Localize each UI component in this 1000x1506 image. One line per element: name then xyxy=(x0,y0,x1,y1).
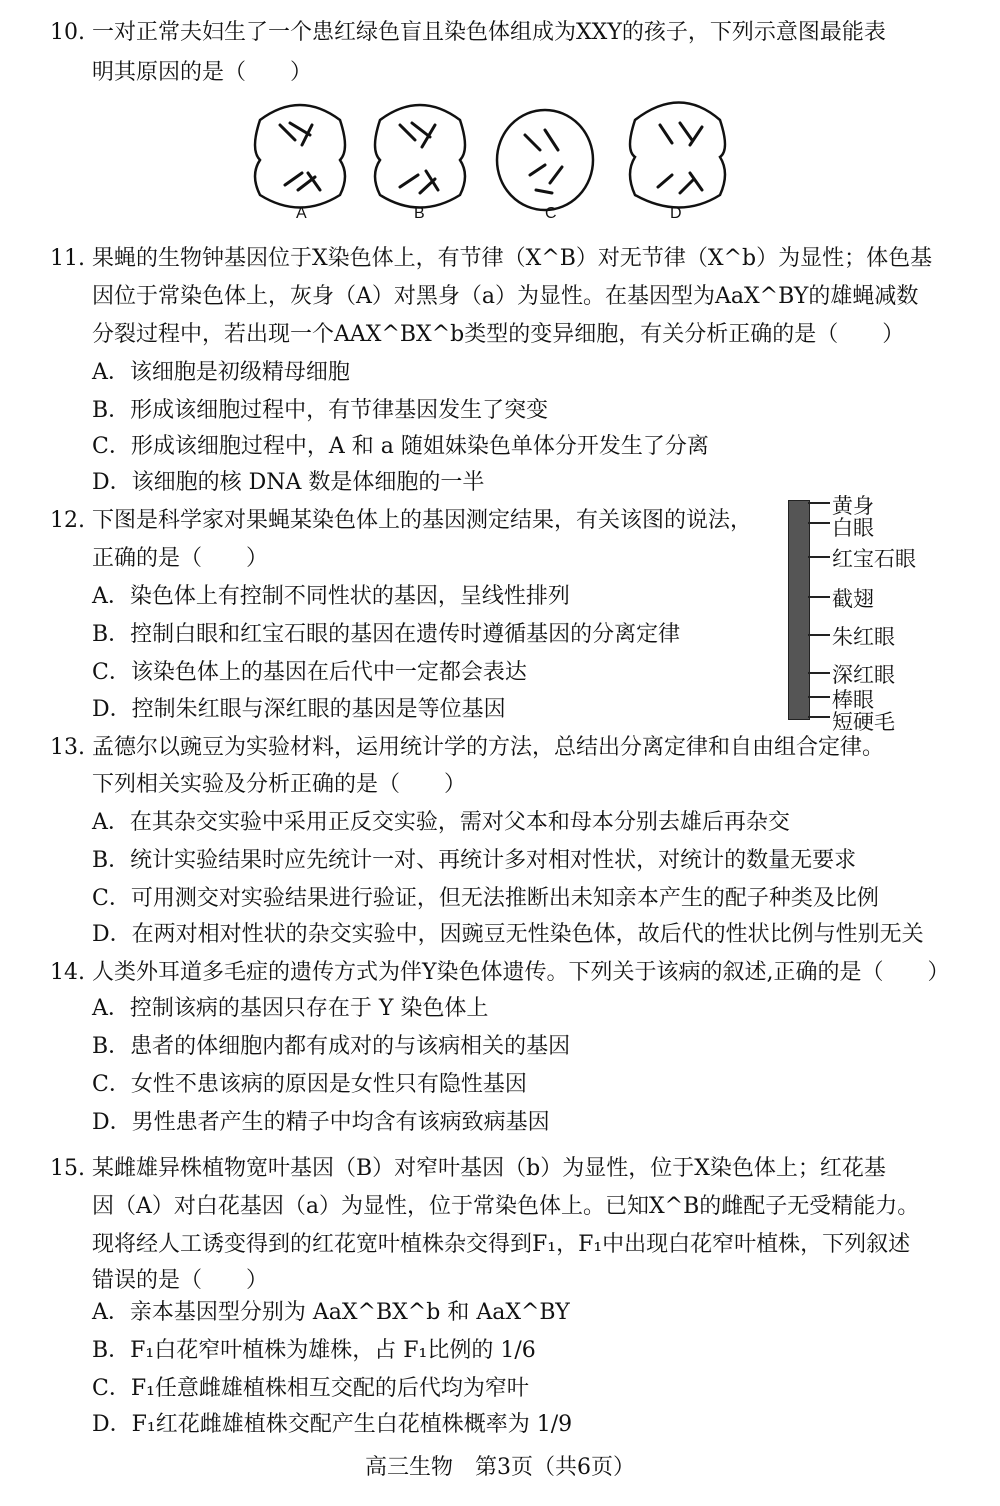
q14-option-a: A．控制该病的基因只存在于 Y 染色体上 xyxy=(92,996,489,1021)
gene-tick xyxy=(808,522,830,524)
gene-tick xyxy=(808,502,830,504)
q15-option-d: D．F₁红花雌雄植株交配产生白花植株概率为 1/9 xyxy=(92,1412,573,1437)
q13-option-b: B．统计实验结果时应先统计一对、再统计多对相对性状，对统计的数量无要求 xyxy=(92,848,857,873)
q14-option-b: B．患者的体细胞内都有成对的与该病相关的基因 xyxy=(92,1034,571,1059)
q15-stem-line3: 现将经人工诱变得到的红花宽叶植株杂交得到F₁，F₁中出现白花窄叶植株，下列叙述 xyxy=(92,1232,911,1257)
gene-label: 朱红眼 xyxy=(832,625,895,649)
q13-number: 13. xyxy=(50,735,85,760)
gene-label: 棒眼 xyxy=(832,688,874,712)
q15-stem-line1: 某雌雄异株植物宽叶基因（B）对窄叶基因（b）为显性，位于X染色体上；红花基 xyxy=(92,1156,886,1181)
q14-option-c: C．女性不患该病的原因是女性只有隐性基因 xyxy=(92,1072,527,1097)
gene-tick xyxy=(808,696,830,698)
q15-option-a: A．亲本基因型分别为 AaX^BX^b 和 AaX^BY xyxy=(92,1300,570,1325)
cell-a xyxy=(255,105,345,208)
q10-stem-line2: 明其原因的是（ ） xyxy=(92,60,313,85)
q11-option-c: C．形成该细胞过程中，A 和 a 随姐妹染色单体分开发生了分离 xyxy=(92,434,709,459)
q12-option-d: D．控制朱红眼与深红眼的基因是等位基因 xyxy=(92,697,506,722)
q14-stem-line1: 人类外耳道多毛症的遗传方式为伴Y染色体遗传。下列关于该病的叙述,正确的是（ ） xyxy=(92,960,950,985)
q11-option-b: B．形成该细胞过程中，有节律基因发生了突变 xyxy=(92,398,549,423)
cell-diagrams xyxy=(240,95,740,225)
cell-label-a: A xyxy=(296,205,307,222)
q12-option-a: A．染色体上有控制不同性状的基因，呈线性排列 xyxy=(92,584,570,609)
cell-c xyxy=(497,110,593,210)
q11-stem-line1: 果蝇的生物钟基因位于X染色体上，有节律（X^B）对无节律（X^b）为显性；体色基 xyxy=(92,246,933,271)
cell-label-d: D xyxy=(670,205,682,222)
gene-label: 白眼 xyxy=(832,516,874,540)
page-footer: 高三生物 第3页（共6页） xyxy=(365,1455,635,1480)
cell-d xyxy=(630,103,725,208)
q11-stem-line2: 因位于常染色体上，灰身（A）对黑身（a）为显性。在基因型为AaX^BY的雄蝇减数 xyxy=(92,284,919,309)
q11-option-a: A．该细胞是初级精母细胞 xyxy=(92,360,350,385)
q15-number: 15. xyxy=(50,1156,85,1181)
q13-stem-line1: 孟德尔以豌豆为实验材料，运用统计学的方法，总结出分离定律和自由组合定律。 xyxy=(92,735,885,760)
cell-label-b: B xyxy=(414,205,425,222)
gene-label: 截翅 xyxy=(832,587,874,611)
cell-label-c: C xyxy=(545,205,557,222)
q10-number: 10. xyxy=(50,20,85,45)
q15-option-c: C．F₁任意雌雄植株相互交配的后代均为窄叶 xyxy=(92,1376,529,1401)
q15-option-b: B．F₁白花窄叶植株为雄株，占 F₁比例的 1/6 xyxy=(92,1338,536,1363)
gene-tick xyxy=(808,634,830,636)
q13-option-c: C．可用测交对实验结果进行验证，但无法推断出未知亲本产生的配子种类及比例 xyxy=(92,886,879,911)
gene-tick xyxy=(808,672,830,674)
q13-option-a: A．在其杂交实验中采用正反交实验，需对父本和母本分别去雄后再杂交 xyxy=(92,810,790,835)
q10-stem-line1: 一对正常夫妇生了一个患红绿色盲且染色体组成为XXY的孩子，下列示意图最能表 xyxy=(92,20,886,45)
q12-option-b: B．控制白眼和红宝石眼的基因在遗传时遵循基因的分离定律 xyxy=(92,622,681,647)
q14-option-d: D．男性患者产生的精子中均含有该病致病基因 xyxy=(92,1110,550,1135)
q13-stem-line2: 下列相关实验及分析正确的是（ ） xyxy=(92,772,467,797)
q12-stem-line2: 正确的是（ ） xyxy=(92,546,269,571)
gene-label: 黄身 xyxy=(832,494,874,518)
q12-number: 12. xyxy=(50,508,85,533)
q12-stem-line1: 下图是科学家对果蝇某染色体上的基因测定结果，有关该图的说法， xyxy=(92,508,753,533)
gene-tick xyxy=(808,556,830,558)
gene-label: 深红眼 xyxy=(832,663,895,687)
q11-option-d: D．该细胞的核 DNA 数是体细胞的一半 xyxy=(92,470,485,495)
cell-diagram-svg xyxy=(240,95,740,225)
q14-number: 14. xyxy=(50,960,85,985)
q15-stem-line2: 因（A）对白花基因（a）为显性，位于常染色体上。已知X^B的雌配子无受精能力。 xyxy=(92,1194,920,1219)
q11-stem-line3: 分裂过程中，若出现一个AAX^BX^b类型的变异细胞，有关分析正确的是（ ） xyxy=(92,322,905,347)
gene-label: 短硬毛 xyxy=(832,710,895,734)
q15-stem-line4: 错误的是（ ） xyxy=(92,1268,269,1293)
q11-number: 11. xyxy=(50,246,85,271)
q13-option-d: D．在两对相对性状的杂交实验中，因豌豆无性染色体，故后代的性状比例与性别无关 xyxy=(92,922,924,947)
gene-label: 红宝石眼 xyxy=(832,547,916,571)
gene-tick xyxy=(808,596,830,598)
q12-option-c: C．该染色体上的基因在后代中一定都会表达 xyxy=(92,660,527,685)
chromosome-bar xyxy=(788,500,810,720)
gene-tick xyxy=(808,716,830,718)
